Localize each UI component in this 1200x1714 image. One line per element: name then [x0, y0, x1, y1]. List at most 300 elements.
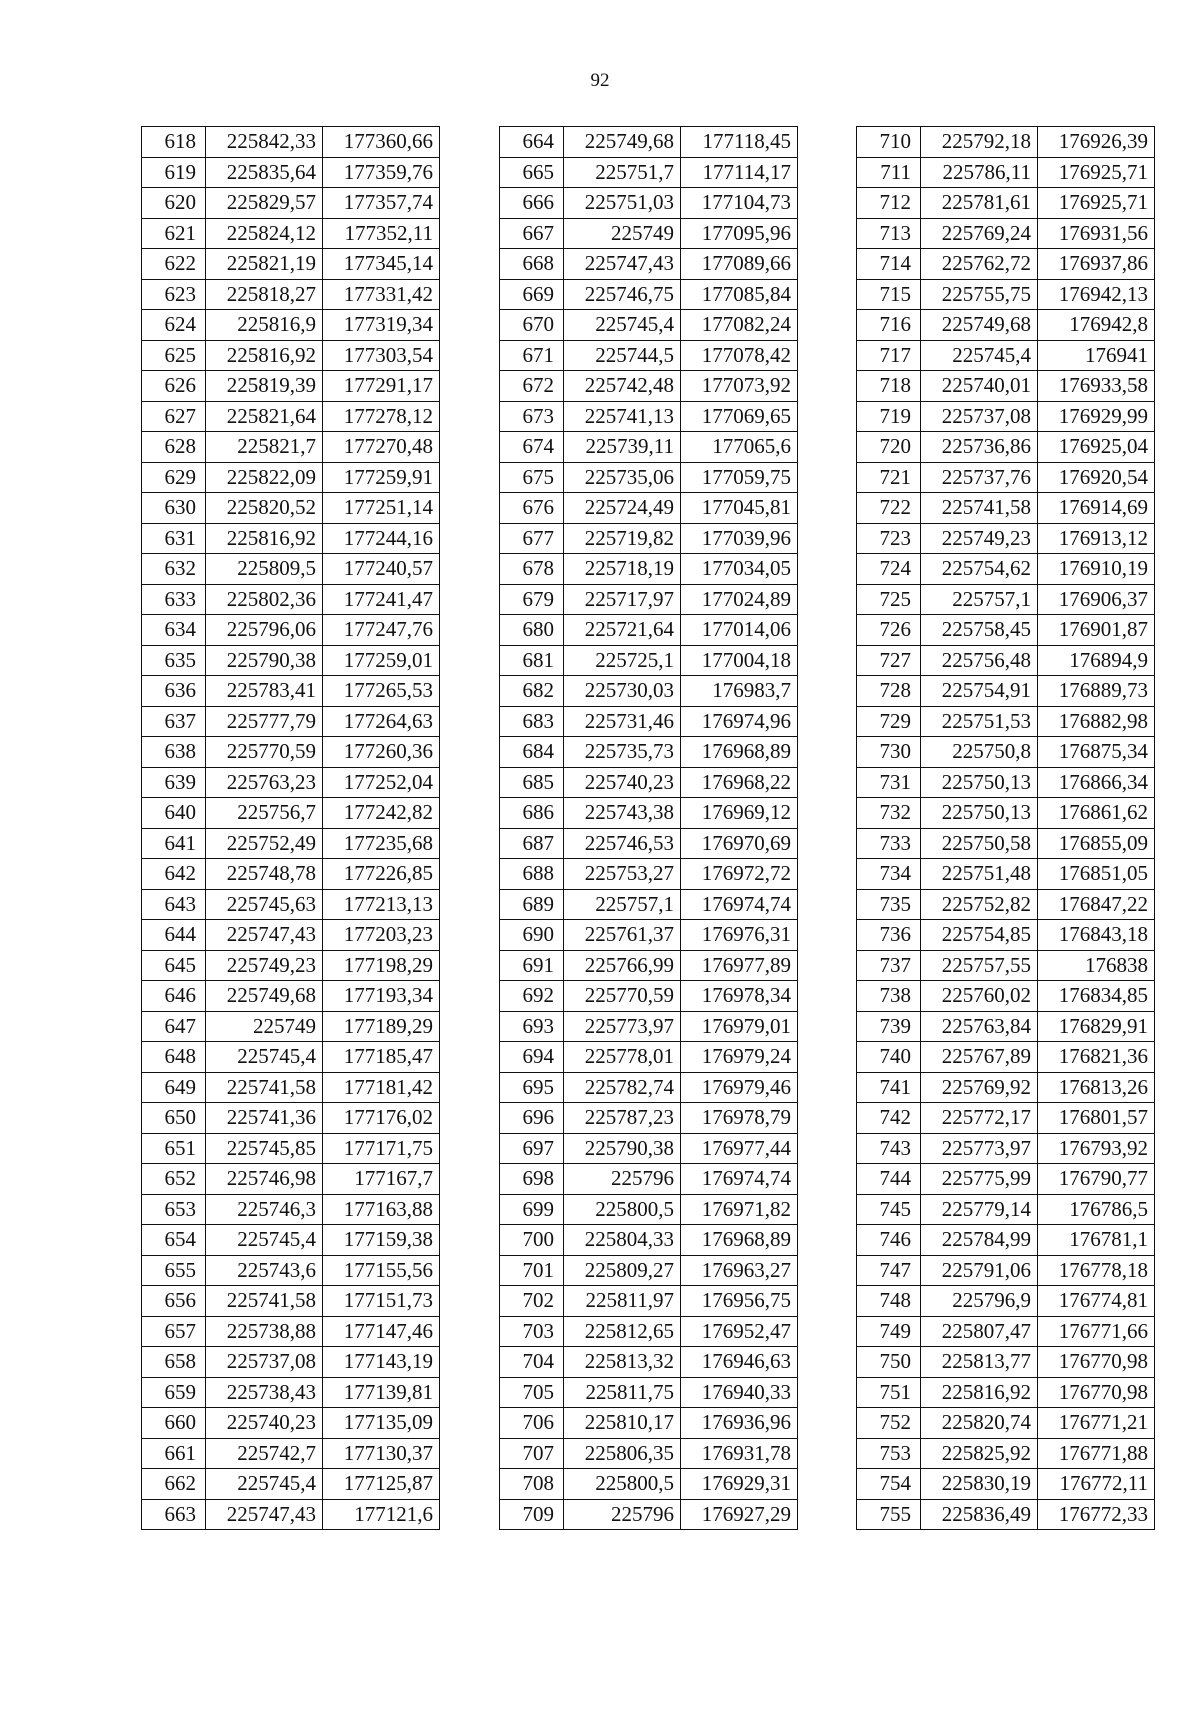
point-number-cell: 640	[142, 798, 206, 829]
table-row	[142, 828, 440, 859]
x-coordinate-cell: 225762,72	[921, 249, 1038, 280]
table-row	[142, 1438, 440, 1469]
point-number-cell: 734	[857, 859, 921, 890]
table-row	[857, 920, 1155, 951]
y-coordinate-cell: 177045,81	[681, 493, 798, 524]
point-number-cell: 723	[857, 523, 921, 554]
y-coordinate-cell: 177193,34	[323, 981, 440, 1012]
table-row	[857, 1072, 1155, 1103]
y-coordinate-cell: 176821,36	[1038, 1042, 1155, 1073]
table-row	[142, 798, 440, 829]
y-coordinate-cell: 176976,31	[681, 920, 798, 951]
y-coordinate-cell: 177034,05	[681, 554, 798, 585]
point-number-cell: 670	[500, 310, 564, 341]
point-number-cell: 651	[142, 1133, 206, 1164]
point-number-cell: 676	[500, 493, 564, 524]
table-row	[142, 1499, 440, 1530]
table-row	[500, 432, 798, 463]
y-coordinate-cell: 176977,89	[681, 950, 798, 981]
table-row	[857, 310, 1155, 341]
y-coordinate-cell: 177125,87	[323, 1469, 440, 1500]
table-row	[142, 706, 440, 737]
x-coordinate-cell: 225756,7	[206, 798, 323, 829]
table-row	[142, 584, 440, 615]
y-coordinate-cell: 176834,85	[1038, 981, 1155, 1012]
table-row	[857, 584, 1155, 615]
table-row	[857, 554, 1155, 585]
point-number-cell: 654	[142, 1225, 206, 1256]
point-number-cell: 719	[857, 401, 921, 432]
table-row	[500, 737, 798, 768]
point-number-cell: 630	[142, 493, 206, 524]
x-coordinate-cell: 225739,11	[564, 432, 681, 463]
point-number-cell: 743	[857, 1133, 921, 1164]
y-coordinate-cell: 176793,92	[1038, 1133, 1155, 1164]
point-number-cell: 688	[500, 859, 564, 890]
y-coordinate-cell: 176770,98	[1038, 1377, 1155, 1408]
y-coordinate-cell: 176936,96	[681, 1408, 798, 1439]
table-row	[857, 1225, 1155, 1256]
table-row	[142, 432, 440, 463]
y-coordinate-cell: 177270,48	[323, 432, 440, 463]
point-number-cell: 646	[142, 981, 206, 1012]
y-coordinate-cell: 176927,29	[681, 1499, 798, 1530]
point-number-cell: 657	[142, 1316, 206, 1347]
y-coordinate-cell: 176941	[1038, 340, 1155, 371]
x-coordinate-cell: 225812,65	[564, 1316, 681, 1347]
y-coordinate-cell: 176974,96	[681, 706, 798, 737]
y-coordinate-cell: 177089,66	[681, 249, 798, 280]
y-coordinate-cell: 177024,89	[681, 584, 798, 615]
x-coordinate-cell: 225757,1	[921, 584, 1038, 615]
point-number-cell: 692	[500, 981, 564, 1012]
x-coordinate-cell: 225749	[564, 218, 681, 249]
point-number-cell: 721	[857, 462, 921, 493]
point-number-cell: 664	[500, 127, 564, 158]
x-coordinate-cell: 225769,24	[921, 218, 1038, 249]
y-coordinate-cell: 176906,37	[1038, 584, 1155, 615]
y-coordinate-cell: 177082,24	[681, 310, 798, 341]
point-number-cell: 700	[500, 1225, 564, 1256]
y-coordinate-cell: 177039,96	[681, 523, 798, 554]
x-coordinate-cell: 225747,43	[206, 1499, 323, 1530]
y-coordinate-cell: 177159,38	[323, 1225, 440, 1256]
y-coordinate-cell: 176942,8	[1038, 310, 1155, 341]
point-number-cell: 679	[500, 584, 564, 615]
table-row	[857, 1438, 1155, 1469]
table-row	[142, 859, 440, 890]
x-coordinate-cell: 225829,57	[206, 188, 323, 219]
x-coordinate-cell: 225813,32	[564, 1347, 681, 1378]
point-number-cell: 638	[142, 737, 206, 768]
table-row	[142, 1194, 440, 1225]
x-coordinate-cell: 225777,79	[206, 706, 323, 737]
table-row	[142, 981, 440, 1012]
point-number-cell: 632	[142, 554, 206, 585]
y-coordinate-cell: 176978,34	[681, 981, 798, 1012]
x-coordinate-cell: 225791,06	[921, 1255, 1038, 1286]
x-coordinate-cell: 225744,5	[564, 340, 681, 371]
table-row	[857, 1286, 1155, 1317]
x-coordinate-cell: 225807,47	[921, 1316, 1038, 1347]
y-coordinate-cell: 176838	[1038, 950, 1155, 981]
y-coordinate-cell: 176968,89	[681, 737, 798, 768]
y-coordinate-cell: 176952,47	[681, 1316, 798, 1347]
x-coordinate-cell: 225751,03	[564, 188, 681, 219]
table-row	[857, 1103, 1155, 1134]
y-coordinate-cell: 177139,81	[323, 1377, 440, 1408]
table-row	[857, 432, 1155, 463]
point-number-cell: 624	[142, 310, 206, 341]
point-number-cell: 681	[500, 645, 564, 676]
y-coordinate-cell: 177181,42	[323, 1072, 440, 1103]
y-coordinate-cell: 177104,73	[681, 188, 798, 219]
point-number-cell: 684	[500, 737, 564, 768]
x-coordinate-cell: 225737,08	[921, 401, 1038, 432]
y-coordinate-cell: 176979,24	[681, 1042, 798, 1073]
table-row	[500, 1438, 798, 1469]
table-row	[857, 1408, 1155, 1439]
table-row	[857, 706, 1155, 737]
y-coordinate-cell: 176861,62	[1038, 798, 1155, 829]
x-coordinate-cell: 225835,64	[206, 157, 323, 188]
x-coordinate-cell: 225763,84	[921, 1011, 1038, 1042]
x-coordinate-cell: 225757,1	[564, 889, 681, 920]
point-number-cell: 706	[500, 1408, 564, 1439]
y-coordinate-cell: 177176,02	[323, 1103, 440, 1134]
table-row	[857, 1499, 1155, 1530]
y-coordinate-cell: 177259,91	[323, 462, 440, 493]
table-row	[857, 737, 1155, 768]
x-coordinate-cell: 225735,06	[564, 462, 681, 493]
table-row	[500, 523, 798, 554]
x-coordinate-cell: 225742,7	[206, 1438, 323, 1469]
y-coordinate-cell: 177259,01	[323, 645, 440, 676]
x-coordinate-cell: 225741,58	[206, 1072, 323, 1103]
table-row	[500, 920, 798, 951]
y-coordinate-cell: 177203,23	[323, 920, 440, 951]
y-coordinate-cell: 177251,14	[323, 493, 440, 524]
y-coordinate-cell: 177240,57	[323, 554, 440, 585]
y-coordinate-cell: 177241,47	[323, 584, 440, 615]
y-coordinate-cell: 177189,29	[323, 1011, 440, 1042]
point-number-cell: 737	[857, 950, 921, 981]
y-coordinate-cell: 176913,12	[1038, 523, 1155, 554]
x-coordinate-cell: 225747,43	[206, 920, 323, 951]
table-row	[500, 767, 798, 798]
point-number-cell: 686	[500, 798, 564, 829]
table-row	[857, 188, 1155, 219]
x-coordinate-cell: 225822,09	[206, 462, 323, 493]
y-coordinate-cell: 176926,39	[1038, 127, 1155, 158]
y-coordinate-cell: 177198,29	[323, 950, 440, 981]
x-coordinate-cell: 225802,36	[206, 584, 323, 615]
point-number-cell: 644	[142, 920, 206, 951]
y-coordinate-cell: 176778,18	[1038, 1255, 1155, 1286]
point-number-cell: 738	[857, 981, 921, 1012]
y-coordinate-cell: 177244,16	[323, 523, 440, 554]
table-row	[142, 188, 440, 219]
point-number-cell: 729	[857, 706, 921, 737]
x-coordinate-cell: 225767,89	[921, 1042, 1038, 1073]
y-coordinate-cell: 177352,11	[323, 218, 440, 249]
x-coordinate-cell: 225821,64	[206, 401, 323, 432]
table-row	[142, 371, 440, 402]
table-row	[500, 706, 798, 737]
point-number-cell: 683	[500, 706, 564, 737]
table-row	[500, 1408, 798, 1439]
point-number-cell: 718	[857, 371, 921, 402]
table-row	[857, 889, 1155, 920]
x-coordinate-cell: 225796	[564, 1499, 681, 1530]
x-coordinate-cell: 225738,43	[206, 1377, 323, 1408]
point-number-cell: 659	[142, 1377, 206, 1408]
y-coordinate-cell: 176979,01	[681, 1011, 798, 1042]
table-row	[857, 615, 1155, 646]
y-coordinate-cell: 176979,46	[681, 1072, 798, 1103]
point-number-cell: 712	[857, 188, 921, 219]
y-coordinate-cell: 177357,74	[323, 188, 440, 219]
point-number-cell: 643	[142, 889, 206, 920]
x-coordinate-cell: 225721,64	[564, 615, 681, 646]
y-coordinate-cell: 177319,34	[323, 310, 440, 341]
y-coordinate-cell: 177114,17	[681, 157, 798, 188]
table-row	[500, 615, 798, 646]
x-coordinate-cell: 225743,38	[564, 798, 681, 829]
x-coordinate-cell: 225796,06	[206, 615, 323, 646]
point-number-cell: 627	[142, 401, 206, 432]
x-coordinate-cell: 225754,62	[921, 554, 1038, 585]
y-coordinate-cell: 176937,86	[1038, 249, 1155, 280]
point-number-cell: 695	[500, 1072, 564, 1103]
point-number-cell: 749	[857, 1316, 921, 1347]
y-coordinate-cell: 176790,77	[1038, 1164, 1155, 1195]
x-coordinate-cell: 225750,8	[921, 737, 1038, 768]
y-coordinate-cell: 177265,53	[323, 676, 440, 707]
x-coordinate-cell: 225746,53	[564, 828, 681, 859]
x-coordinate-cell: 225740,23	[206, 1408, 323, 1439]
point-number-cell: 739	[857, 1011, 921, 1042]
y-coordinate-cell: 176851,05	[1038, 859, 1155, 890]
y-coordinate-cell: 176770,98	[1038, 1347, 1155, 1378]
point-number-cell: 666	[500, 188, 564, 219]
table-row	[857, 340, 1155, 371]
x-coordinate-cell: 225816,92	[921, 1377, 1038, 1408]
table-row	[500, 1133, 798, 1164]
point-number-cell: 720	[857, 432, 921, 463]
x-coordinate-cell: 225796,9	[921, 1286, 1038, 1317]
table-row	[142, 1469, 440, 1500]
x-coordinate-cell: 225752,49	[206, 828, 323, 859]
y-coordinate-cell: 176920,54	[1038, 462, 1155, 493]
y-coordinate-cell: 177264,63	[323, 706, 440, 737]
point-number-cell: 660	[142, 1408, 206, 1439]
y-coordinate-cell: 176771,66	[1038, 1316, 1155, 1347]
table-row	[857, 462, 1155, 493]
y-coordinate-cell: 177085,84	[681, 279, 798, 310]
x-coordinate-cell: 225747,43	[564, 249, 681, 280]
x-coordinate-cell: 225760,02	[921, 981, 1038, 1012]
y-coordinate-cell: 177171,75	[323, 1133, 440, 1164]
x-coordinate-cell: 225740,01	[921, 371, 1038, 402]
x-coordinate-cell: 225749,68	[921, 310, 1038, 341]
table-row	[500, 1347, 798, 1378]
x-coordinate-cell: 225745,4	[206, 1469, 323, 1500]
y-coordinate-cell: 177073,92	[681, 371, 798, 402]
x-coordinate-cell: 225749,23	[206, 950, 323, 981]
y-coordinate-cell: 176972,72	[681, 859, 798, 890]
x-coordinate-cell: 225749,68	[206, 981, 323, 1012]
x-coordinate-cell: 225757,55	[921, 950, 1038, 981]
point-number-cell: 708	[500, 1469, 564, 1500]
x-coordinate-cell: 225745,4	[921, 340, 1038, 371]
x-coordinate-cell: 225741,58	[921, 493, 1038, 524]
point-number-cell: 699	[500, 1194, 564, 1225]
x-coordinate-cell: 225740,23	[564, 767, 681, 798]
y-coordinate-cell: 177121,6	[323, 1499, 440, 1530]
x-coordinate-cell: 225745,4	[206, 1225, 323, 1256]
x-coordinate-cell: 225751,7	[564, 157, 681, 188]
x-coordinate-cell: 225821,19	[206, 249, 323, 280]
x-coordinate-cell: 225820,52	[206, 493, 323, 524]
point-number-cell: 689	[500, 889, 564, 920]
coordinates-table-2	[499, 126, 798, 1530]
x-coordinate-cell: 225749,23	[921, 523, 1038, 554]
table-row	[142, 1042, 440, 1073]
point-number-cell: 735	[857, 889, 921, 920]
point-number-cell: 753	[857, 1438, 921, 1469]
point-number-cell: 687	[500, 828, 564, 859]
table-row	[857, 1255, 1155, 1286]
y-coordinate-cell: 176786,5	[1038, 1194, 1155, 1225]
table-row	[857, 523, 1155, 554]
table-row	[500, 1194, 798, 1225]
x-coordinate-cell: 225816,9	[206, 310, 323, 341]
y-coordinate-cell: 176894,9	[1038, 645, 1155, 676]
x-coordinate-cell: 225745,85	[206, 1133, 323, 1164]
x-coordinate-cell: 225730,03	[564, 676, 681, 707]
table-row	[857, 157, 1155, 188]
x-coordinate-cell: 225752,82	[921, 889, 1038, 920]
x-coordinate-cell: 225784,99	[921, 1225, 1038, 1256]
y-coordinate-cell: 177078,42	[681, 340, 798, 371]
table-row	[857, 1194, 1155, 1225]
table-row	[857, 1164, 1155, 1195]
x-coordinate-cell: 225749,68	[564, 127, 681, 158]
y-coordinate-cell: 177359,76	[323, 157, 440, 188]
point-number-cell: 755	[857, 1499, 921, 1530]
table-row	[142, 645, 440, 676]
y-coordinate-cell: 177069,65	[681, 401, 798, 432]
x-coordinate-cell: 225748,78	[206, 859, 323, 890]
y-coordinate-cell: 176771,21	[1038, 1408, 1155, 1439]
table-row	[142, 554, 440, 585]
y-coordinate-cell: 176901,87	[1038, 615, 1155, 646]
point-number-cell: 628	[142, 432, 206, 463]
point-number-cell: 693	[500, 1011, 564, 1042]
table-row	[500, 127, 798, 158]
x-coordinate-cell: 225737,08	[206, 1347, 323, 1378]
x-coordinate-cell: 225749	[206, 1011, 323, 1042]
x-coordinate-cell: 225816,92	[206, 523, 323, 554]
y-coordinate-cell: 177135,09	[323, 1408, 440, 1439]
y-coordinate-cell: 176855,09	[1038, 828, 1155, 859]
table-row	[500, 828, 798, 859]
table-row	[500, 1377, 798, 1408]
y-coordinate-cell: 177095,96	[681, 218, 798, 249]
table-row	[500, 645, 798, 676]
x-coordinate-cell: 225800,5	[564, 1469, 681, 1500]
point-number-cell: 668	[500, 249, 564, 280]
point-number-cell: 620	[142, 188, 206, 219]
x-coordinate-cell: 225751,48	[921, 859, 1038, 890]
x-coordinate-cell: 225782,74	[564, 1072, 681, 1103]
point-number-cell: 635	[142, 645, 206, 676]
y-coordinate-cell: 177167,7	[323, 1164, 440, 1195]
table-row	[857, 401, 1155, 432]
x-coordinate-cell: 225811,75	[564, 1377, 681, 1408]
point-number-cell: 748	[857, 1286, 921, 1317]
y-coordinate-cell: 177213,13	[323, 889, 440, 920]
x-coordinate-cell: 225754,91	[921, 676, 1038, 707]
point-number-cell: 745	[857, 1194, 921, 1225]
y-coordinate-cell: 177226,85	[323, 859, 440, 890]
table-row	[142, 310, 440, 341]
y-coordinate-cell: 177059,75	[681, 462, 798, 493]
x-coordinate-cell: 225758,45	[921, 615, 1038, 646]
page-number: 92	[590, 70, 610, 91]
x-coordinate-cell: 225738,88	[206, 1316, 323, 1347]
y-coordinate-cell: 176847,22	[1038, 889, 1155, 920]
table-row	[857, 828, 1155, 859]
table-row	[500, 1103, 798, 1134]
table-row	[857, 950, 1155, 981]
table-row	[142, 1286, 440, 1317]
x-coordinate-cell: 225731,46	[564, 706, 681, 737]
x-coordinate-cell: 225761,37	[564, 920, 681, 951]
table-row	[500, 249, 798, 280]
table-row	[857, 676, 1155, 707]
x-coordinate-cell: 225842,33	[206, 127, 323, 158]
x-coordinate-cell: 225820,74	[921, 1408, 1038, 1439]
x-coordinate-cell: 225745,63	[206, 889, 323, 920]
x-coordinate-cell: 225787,23	[564, 1103, 681, 1134]
table-row	[142, 523, 440, 554]
x-coordinate-cell: 225756,48	[921, 645, 1038, 676]
x-coordinate-cell: 225755,75	[921, 279, 1038, 310]
coordinates-table-3	[856, 126, 1155, 1530]
y-coordinate-cell: 176771,88	[1038, 1438, 1155, 1469]
point-number-cell: 685	[500, 767, 564, 798]
point-number-cell: 669	[500, 279, 564, 310]
x-coordinate-cell: 225717,97	[564, 584, 681, 615]
table-row	[142, 1408, 440, 1439]
y-coordinate-cell: 177242,82	[323, 798, 440, 829]
x-coordinate-cell: 225763,23	[206, 767, 323, 798]
table-row	[857, 1377, 1155, 1408]
table-row	[857, 218, 1155, 249]
table-row	[142, 1072, 440, 1103]
y-coordinate-cell: 177278,12	[323, 401, 440, 432]
x-coordinate-cell: 225781,61	[921, 188, 1038, 219]
y-coordinate-cell: 177065,6	[681, 432, 798, 463]
table-row	[857, 1469, 1155, 1500]
x-coordinate-cell: 225750,13	[921, 767, 1038, 798]
y-coordinate-cell: 177291,17	[323, 371, 440, 402]
point-number-cell: 725	[857, 584, 921, 615]
table-row	[500, 1072, 798, 1103]
y-coordinate-cell: 176774,81	[1038, 1286, 1155, 1317]
